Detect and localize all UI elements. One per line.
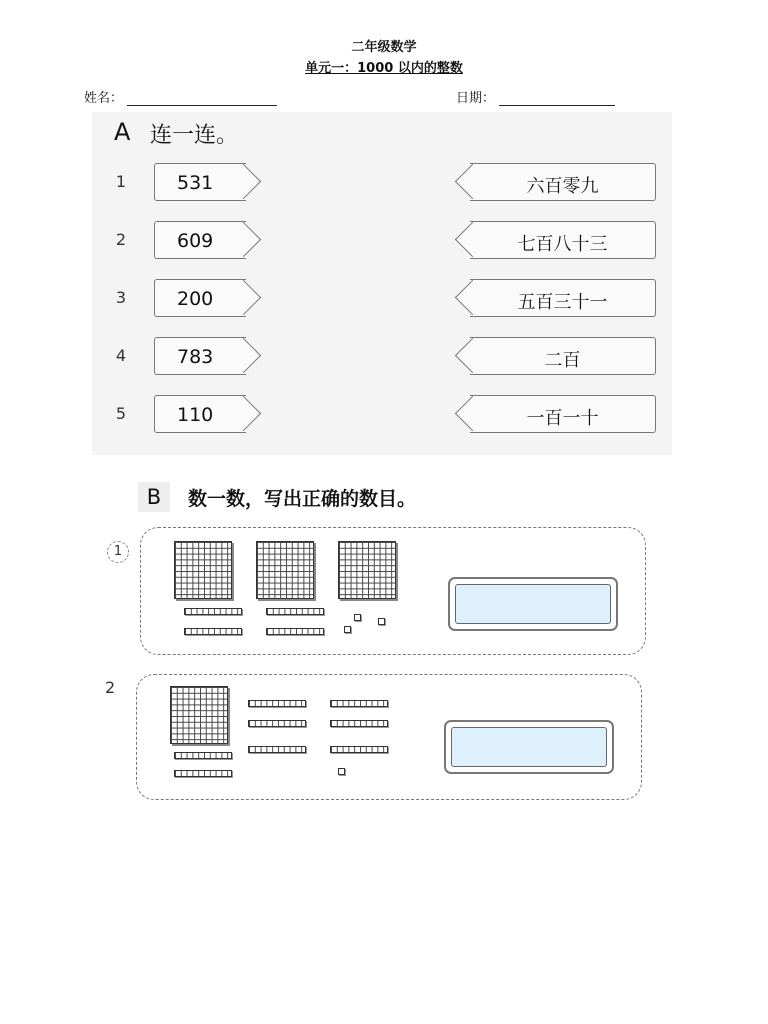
match-number: 3 xyxy=(115,288,127,307)
match-right-box[interactable] xyxy=(470,163,656,201)
match-number: 2 xyxy=(115,230,127,249)
section-b-letter: B xyxy=(138,482,170,512)
one-cube xyxy=(354,614,361,621)
match-left-value: 110 xyxy=(177,404,214,426)
one-cube xyxy=(338,768,345,775)
section-a-instruction: 连一连。 xyxy=(150,123,239,148)
match-right-box[interactable] xyxy=(470,395,656,433)
one-cube xyxy=(344,626,351,633)
ten-rod xyxy=(330,700,388,707)
worksheet-subject: 二年级数学 xyxy=(351,40,417,55)
name-label: 姓名： xyxy=(84,91,124,106)
ten-rod xyxy=(184,628,242,635)
hundred-block xyxy=(256,541,314,599)
match-right-word: 六百零九 xyxy=(526,176,599,197)
answer-input-1[interactable] xyxy=(455,584,611,624)
date-row xyxy=(456,87,615,106)
date-field[interactable] xyxy=(499,93,615,106)
base-ten-blocks-2 xyxy=(170,686,400,786)
hundred-block xyxy=(174,541,232,599)
base-ten-blocks-1 xyxy=(174,541,374,641)
hundred-block xyxy=(170,686,228,744)
answer-box-1[interactable] xyxy=(448,577,618,631)
ten-rod xyxy=(174,770,232,777)
match-number: 5 xyxy=(115,404,127,423)
match-left-value: 609 xyxy=(177,230,214,252)
match-left-box[interactable] xyxy=(154,337,246,375)
ten-rod xyxy=(330,720,388,727)
answer-input-2[interactable] xyxy=(451,727,607,767)
match-left-box[interactable] xyxy=(154,163,246,201)
ten-rod xyxy=(248,746,306,753)
ten-rod xyxy=(248,700,306,707)
worksheet-unit-title: 单元一：1000 以内的整数 xyxy=(305,61,463,76)
name-row xyxy=(84,87,277,106)
date-label: 日期： xyxy=(456,91,496,106)
one-cube xyxy=(378,618,385,625)
match-right-word: 一百一十 xyxy=(526,408,599,429)
match-right-word: 七百八十三 xyxy=(517,234,608,255)
section-b-instruction: 数一数，写出正确的数目。 xyxy=(188,488,417,510)
section-a-letter: A xyxy=(114,118,131,146)
ten-rod xyxy=(184,608,242,615)
question-number-badge: 1 xyxy=(107,541,129,563)
match-left-value: 783 xyxy=(177,346,214,368)
ten-rod xyxy=(266,608,324,615)
match-left-value: 200 xyxy=(177,288,214,310)
match-right-box[interactable] xyxy=(470,279,656,317)
question-number: 2 xyxy=(105,678,116,697)
match-number: 4 xyxy=(115,346,127,365)
match-right-box[interactable] xyxy=(470,221,656,259)
match-left-box[interactable] xyxy=(154,279,246,317)
match-left-value: 531 xyxy=(177,172,214,194)
match-left-box[interactable] xyxy=(154,395,246,433)
hundred-block xyxy=(338,541,396,599)
match-left-box[interactable] xyxy=(154,221,246,259)
match-number: 1 xyxy=(115,172,127,191)
ten-rod xyxy=(248,720,306,727)
ten-rod xyxy=(330,746,388,753)
name-field[interactable] xyxy=(127,93,277,106)
match-right-box[interactable] xyxy=(470,337,656,375)
ten-rod xyxy=(266,628,324,635)
match-right-word: 五百三十一 xyxy=(517,292,608,313)
answer-box-2[interactable] xyxy=(444,720,614,774)
match-right-word: 二百 xyxy=(544,350,581,371)
ten-rod xyxy=(174,752,232,759)
